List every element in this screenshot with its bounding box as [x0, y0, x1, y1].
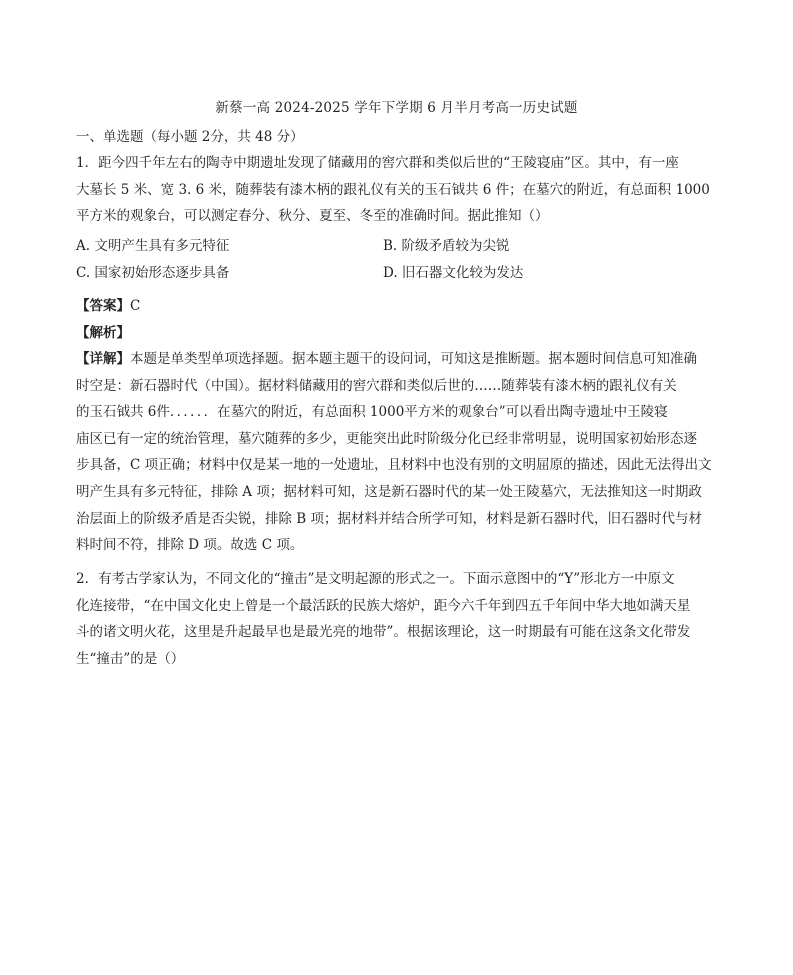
detail-line: 料时间不符，排除 D 项。故选 C 项。: [76, 537, 304, 554]
answer-line: [76, 294, 140, 314]
option-b: B. 阶级矛盾较为尖锐: [383, 238, 510, 254]
option-c: C. 国家初始形态逐步具备: [76, 265, 230, 281]
detail-paragraph: [76, 346, 722, 559]
detail-line: 的玉石钺共 6件．．．．．．在墓穴的附近，有总面积 1000平方米的观象台”可以看出陶寺遗址中王陵寝: [76, 404, 668, 421]
question-1-line: 1．距今四千年左右的陶寺中期遗址发现了储藏用的窖穴群和类似后世的“王陵寝庙”区。其中，有一座: [76, 155, 679, 171]
question-2-line: 斗的诸文明火花，这里是升起最早也是最光亮的地带”。根据该理论，这一时期最有可能在这条文化带发: [76, 624, 691, 641]
detail-line: 治层面上的阶级矛盾是否尖锐，排除 B 项；据材料并结合所学可知，材料是新石器时代，旧石器时代与材: [76, 510, 703, 527]
question-1-stem: [76, 150, 722, 230]
answer-label: 【答案】: [76, 298, 130, 314]
question-2-stem: [76, 566, 722, 672]
detail-text: 本题是单类型单项选择题。据本题主题干的设问词，可知这是推断题。据本题时间信息可知准确: [130, 351, 697, 367]
detail-line: 庙区已有一定的统治管理，墓穴随葬的多少，更能突出此时阶级分化已经非常明显，说明国家初始形态逐: [76, 430, 697, 447]
question-1-line: 平方米的观象台，可以测定春分、秋分、夏至、冬至的准确时间。据此推知（）: [76, 208, 549, 225]
option-a: A. 文明产生具有多元特征: [76, 238, 230, 254]
detail-line: [76, 346, 722, 373]
answer-value: C: [130, 298, 141, 314]
question-1-line: 大墓长 5 米、宽 3. 6 米，随葬装有漆木柄的跟礼仪有关的玉石钺共 6 件；在墓穴的附近，有总面积 1000: [76, 181, 710, 198]
detail-label: 【详解】: [76, 351, 130, 367]
section-heading: 一、单选题（每小题 2分，共 48 分）: [76, 129, 304, 145]
detail-line: 步具备，C 项正确；材料中仅是某一地的一处遗址，且材料中也没有别的文明屈原的描述，因此无法得出文: [76, 457, 712, 474]
question-2-line: 2．有考古学家认为，不同文化的“撞击”是文明起源的形式之一。下面示意图中的“Y”形北方一中原文: [76, 571, 675, 587]
detail-line: 明产生具有多元特征，排除 A 项；据材料可知，这是新石器时代的某一处王陵墓穴，无法推知这一时期政: [76, 483, 702, 500]
exam-title: 新蔡一高 2024-2025 学年下学期 6 月半月考高一历史试题: [215, 100, 578, 116]
question-2-line: 生“撞击”的是（）: [76, 650, 185, 667]
option-d: D. 旧石器文化较为发达: [383, 265, 524, 281]
question-2-line: 化连接带，“在中国文化史上曾是一个最活跃的民族大熔炉，距今六千年到四五千年间中华大地如满天星: [76, 597, 691, 614]
detail-line: 时空是：新石器时代（中国）。据材料储藏用的窖穴群和类似后世的……随葬装有漆木柄的跟礼仪有关: [76, 377, 677, 394]
analysis-label: 【解析】: [76, 325, 130, 341]
